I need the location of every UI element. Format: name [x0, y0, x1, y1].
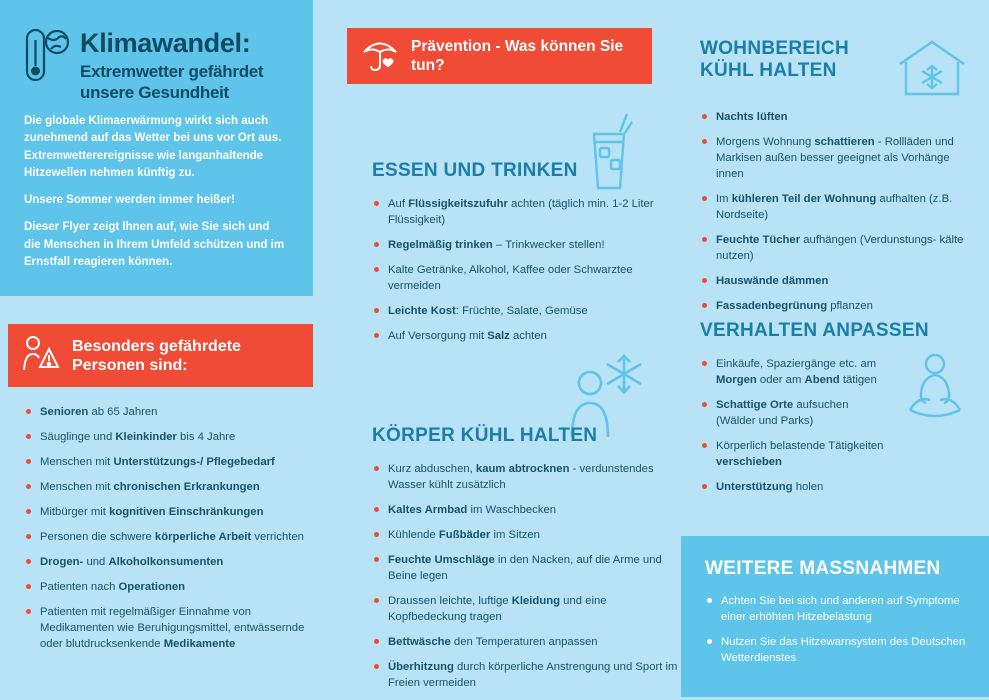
list-item: Menschen mit chronischen Erkrankungen — [24, 479, 324, 495]
home-cooling-section — [700, 38, 970, 323]
behaviour-title: VERHALTEN ANPASSEN — [700, 320, 929, 341]
body-cooling-title: KÖRPER KÜHL HALTEN — [372, 425, 598, 446]
list-item: Draussen leichte, luftige Kleidung und eine Kopfbedeckung tragen — [372, 593, 682, 625]
list-item: Leichte Kost: Früchte, Salate, Gemüse — [372, 303, 672, 319]
behaviour-section — [700, 320, 970, 504]
risk-group-list — [24, 404, 324, 661]
list-item: Unterstützung holen — [700, 479, 885, 495]
list-item: Morgens Wohnung schattieren - Rollläden und Markisen außen besser geeignet als Vorhänge innen — [700, 134, 970, 182]
eat-drink-list — [372, 196, 672, 344]
list-item: Regelmäßig trinken – Trinkwecker stellen! — [372, 237, 672, 253]
prevention-title: Prävention - Was können Sie tun? — [411, 37, 624, 74]
eat-drink-section — [372, 160, 672, 353]
list-item: Kühlende Fußbäder im Sitzen — [372, 527, 682, 543]
list-item: Nachts lüften — [700, 109, 970, 125]
meditation-person-icon — [892, 350, 978, 433]
behaviour-list — [700, 356, 885, 495]
further-measures-list — [705, 593, 967, 666]
list-item: Schattige Orte aufsuchen (Wälder und Parks) — [700, 397, 885, 429]
list-item: Patienten mit regelmäßiger Einnahme von Medikamenten wie Beruhigungsmittel, entwässernde oder blutdrucksenkende Medikamente — [24, 604, 324, 652]
list-item: Überhitzung durch körperliche Anstrengung und Sport im Freien vermeiden — [372, 659, 682, 691]
list-item: Nutzen Sie das Hitzewarnsystem des Deutschen Wetterdienstes — [705, 634, 967, 666]
list-item: Personen die schwere körperliche Arbeit verrichten — [24, 529, 324, 545]
hero-paragraphs — [24, 113, 287, 271]
list-item: Menschen mit Unterstützungs-/ Pflegebedarf — [24, 454, 324, 470]
list-item: Drogen- und Alkoholkonsumenten — [24, 554, 324, 570]
hero-paragraph-1: Die globale Klimaerwärmung wirkt sich auch zunehmend auf das Wetter bei uns vor Ort aus. Extremwetterereignisse wie langanhaltende Hitzewellen nehmen künftig zu. — [24, 115, 282, 179]
home-cooling-title: WOHNBEREICH KÜHL HALTEN — [700, 38, 849, 81]
hero-paragraph-2: Unsere Sommer werden immer heißer! — [24, 194, 235, 207]
hero-block — [0, 0, 313, 296]
list-item: Auf Versorgung mit Salz achten — [372, 328, 672, 344]
list-item: Säuglinge und Kleinkinder bis 4 Jahre — [24, 429, 324, 445]
thermometer-earth-icon — [24, 26, 70, 89]
umbrella-heart-icon — [361, 34, 399, 79]
risk-group-title: Besonders gefährdete Personen sind: — [72, 337, 241, 374]
body-cooling-list — [372, 461, 682, 691]
hero-title: Klimawandel: Extremwetter gefährdet unsere Gesundheit — [80, 28, 287, 103]
prevention-header — [347, 28, 652, 84]
risk-group-header — [8, 324, 313, 387]
further-measures-section — [681, 536, 989, 697]
list-item: Kurz abduschen, kaum abtrocknen - verdunstendes Wasser kühlt zusätzlich — [372, 461, 682, 493]
body-cooling-section — [372, 425, 682, 700]
list-item: Senioren ab 65 Jahren — [24, 404, 324, 420]
hero-paragraph-3: Dieser Flyer zeigt Ihnen auf, wie Sie sich und die Menschen in Ihrem Umfeld schützen und im Ernstfall reagieren können. — [24, 221, 285, 268]
eat-drink-title: ESSEN UND TRINKEN — [372, 160, 578, 181]
home-cooling-list — [700, 109, 970, 314]
list-item: Feuchte Umschläge in den Nacken, auf die Arme und Beine legen — [372, 552, 682, 584]
list-item: Patienten nach Operationen — [24, 579, 324, 595]
list-item: Bettwäsche den Temperaturen anpassen — [372, 634, 682, 650]
list-item: Kalte Getränke, Alkohol, Kaffee oder Schwarztee vermeiden — [372, 262, 672, 294]
list-item: Fassadenbegrünung pflanzen — [700, 298, 970, 314]
further-measures-title: WEITERE MASSNAHMEN — [705, 558, 941, 579]
list-item: Achten Sie bei sich und anderen auf Symptome einer erhöhten Hitzebelastung — [705, 593, 967, 625]
house-snowflake-icon — [894, 38, 970, 105]
list-item: Kaltes Armbad im Waschbecken — [372, 502, 682, 518]
list-item: Hauswände dämmen — [700, 273, 970, 289]
list-item: Im kühleren Teil der Wohnung aufhalten (z.B. Nordseite) — [700, 191, 970, 223]
list-item: Mitbürger mit kognitiven Einschränkungen — [24, 504, 324, 520]
list-item: Auf Flüssigkeitszufuhr achten (täglich min. 1-2 Liter Flüssigkeit) — [372, 196, 672, 228]
person-warning-icon — [22, 334, 60, 379]
list-item: Körperlich belastende Tätigkeiten verschieben — [700, 438, 885, 470]
list-item: Feuchte Tücher aufhängen (Verdunstungs- kälte nutzen) — [700, 232, 970, 264]
list-item: Einkäufe, Spaziergänge etc. am Morgen oder am Abend tätigen — [700, 356, 885, 388]
hero-subtitle: Extremwetter gefährdet unsere Gesundheit — [80, 62, 264, 102]
